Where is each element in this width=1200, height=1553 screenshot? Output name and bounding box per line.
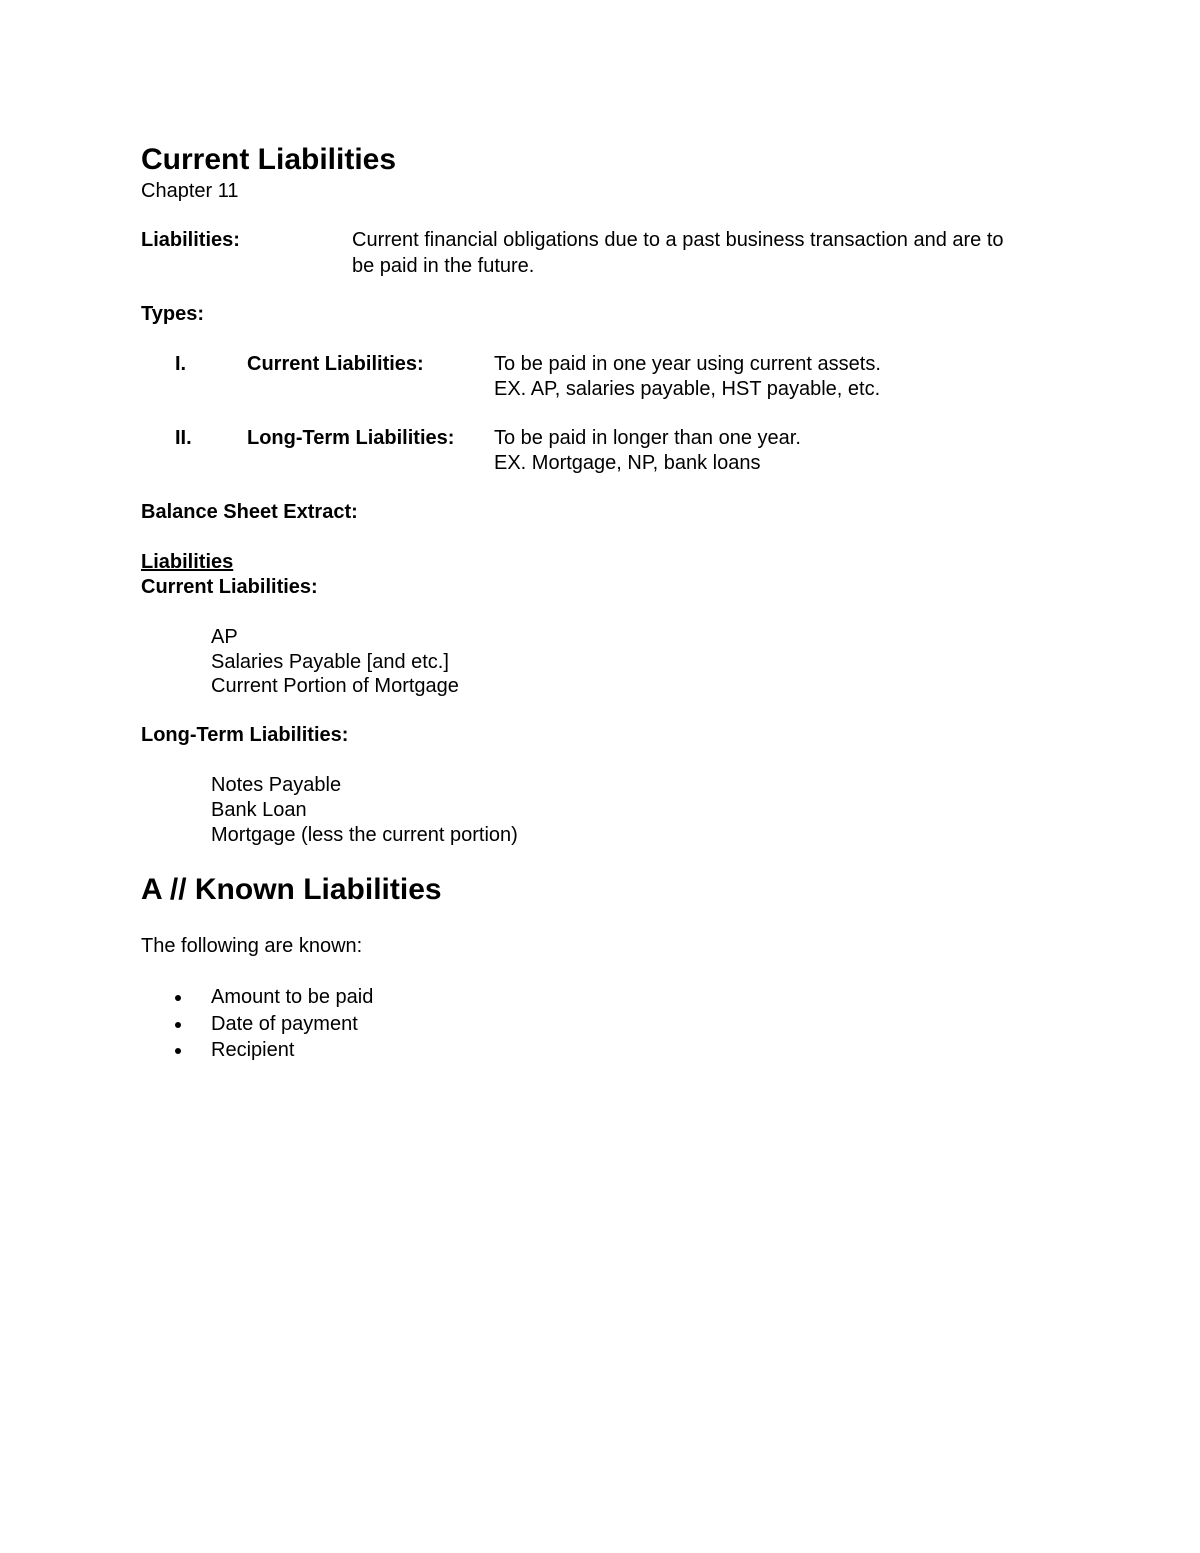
bullet-icon — [175, 995, 181, 1001]
bullet-item: Recipient — [211, 1039, 295, 1061]
bullet-item: Date of payment — [211, 1013, 358, 1035]
bullet-icon — [175, 1048, 181, 1054]
type-numeral: I. — [175, 353, 187, 375]
list-item: Bank Loan — [211, 799, 307, 821]
section-title: A // Known Liabilities — [141, 873, 442, 906]
current-liabilities-heading: Current Liabilities: — [141, 576, 318, 598]
type-name: Long-Term Liabilities: — [247, 427, 455, 449]
list-item: Current Portion of Mortgage — [211, 675, 459, 697]
type-example: EX. AP, salaries payable, HST payable, etc. — [494, 378, 881, 400]
type-description: To be paid in longer than one year. — [494, 427, 801, 449]
list-item: Salaries Payable [and etc.] — [211, 651, 449, 673]
list-item: AP — [211, 626, 238, 648]
bullet-icon — [175, 1022, 181, 1028]
definition-text-line-2: be paid in the future. — [352, 255, 535, 277]
balance-sheet-heading: Balance Sheet Extract: — [141, 501, 358, 523]
section-intro: The following are known: — [141, 935, 363, 957]
list-item: Notes Payable — [211, 774, 342, 796]
type-name: Current Liabilities: — [247, 353, 424, 375]
long-term-liabilities-heading: Long-Term Liabilities: — [141, 724, 349, 746]
list-item: Mortgage (less the current portion) — [211, 824, 518, 846]
types-heading: Types: — [141, 303, 204, 325]
type-description: To be paid in one year using current assets. — [494, 353, 881, 375]
type-numeral: II. — [175, 427, 192, 449]
page-title: Current Liabilities — [141, 143, 397, 176]
balance-sheet-section-title: Liabilities — [141, 551, 234, 573]
type-example: EX. Mortgage, NP, bank loans — [494, 452, 761, 474]
chapter-label: Chapter 11 — [141, 180, 239, 202]
definition-text-line-1: Current financial obligations due to a past business transaction and are to — [352, 229, 1004, 251]
definition-term: Liabilities: — [141, 229, 240, 251]
bullet-item: Amount to be paid — [211, 986, 374, 1008]
